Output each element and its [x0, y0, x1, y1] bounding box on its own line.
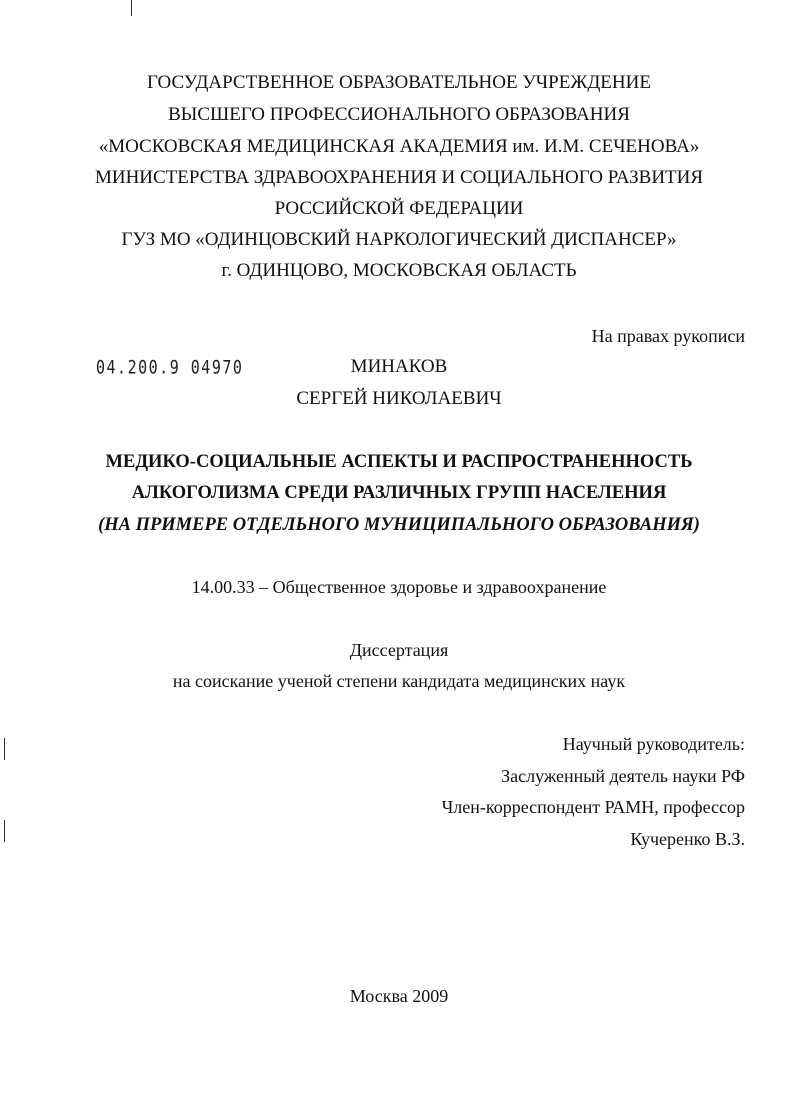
title-line-2: АЛКОГОЛИЗМА СРЕДИ РАЗЛИЧНЫХ ГРУПП НАСЕЛЕНИЯ: [131, 483, 667, 503]
title-line-3: (НА ПРИМЕРЕ ОТДЕЛЬНОГО МУНИЦИПАЛЬНОГО ОБРАЗОВАНИЯ): [98, 515, 700, 535]
place-year: Москва 2009: [349, 986, 449, 1006]
author-name: СЕРГЕЙ НИКОЛАЕВИЧ: [296, 388, 502, 409]
scan-mark-left-2: [4, 820, 5, 842]
header-line-1: ГОСУДАРСТВЕННОЕ ОБРАЗОВАТЕЛЬНОЕ УЧРЕЖДЕНИЕ: [147, 72, 651, 93]
registration-stamp: 04.200.9 04970: [96, 356, 244, 379]
supervisor-line-1: Заслуженный деятель науки РФ: [501, 766, 745, 786]
scan-mark-top: [131, 0, 132, 16]
title-line-1: МЕДИКО-СОЦИАЛЬНЫЕ АСПЕКТЫ И РАСПРОСТРАНЕННОСТЬ: [105, 452, 693, 472]
header-line-2: ВЫСШЕГО ПРОФЕССИОНАЛЬНОГО ОБРАЗОВАНИЯ: [168, 104, 630, 125]
supervisor-label: Научный руководитель:: [562, 734, 745, 754]
work-type-line-1: Диссертация: [349, 640, 449, 660]
rights-note: На правах рукописи: [591, 326, 745, 346]
supervisor-line-2: Член-корреспондент РАМН, профессор: [441, 797, 745, 817]
supervisor-name: Кучеренко В.З.: [630, 829, 745, 849]
scan-mark-left-1: [4, 738, 5, 760]
header-line-6: ГУЗ МО «ОДИНЦОВСКИЙ НАРКОЛОГИЧЕСКИЙ ДИСПАНСЕР»: [121, 229, 677, 250]
specialty: 14.00.33 – Общественное здоровье и здравоохранение: [191, 577, 607, 597]
header-line-5: РОССИЙСКОЙ ФЕДЕРАЦИИ: [274, 198, 524, 219]
header-line-7: г. ОДИНЦОВО, МОСКОВСКАЯ ОБЛАСТЬ: [221, 260, 577, 281]
work-type-line-2: на соискание ученой степени кандидата медицинских наук: [172, 671, 626, 691]
header-line-4: МИНИСТЕРСТВА ЗДРАВООХРАНЕНИЯ И СОЦИАЛЬНОГО РАЗВИТИЯ: [94, 167, 704, 188]
header-line-3: «МОСКОВСКАЯ МЕДИЦИНСКАЯ АКАДЕМИЯ им. И.М. СЕЧЕНОВА»: [98, 136, 700, 157]
author-surname: МИНАКОВ: [350, 356, 448, 377]
